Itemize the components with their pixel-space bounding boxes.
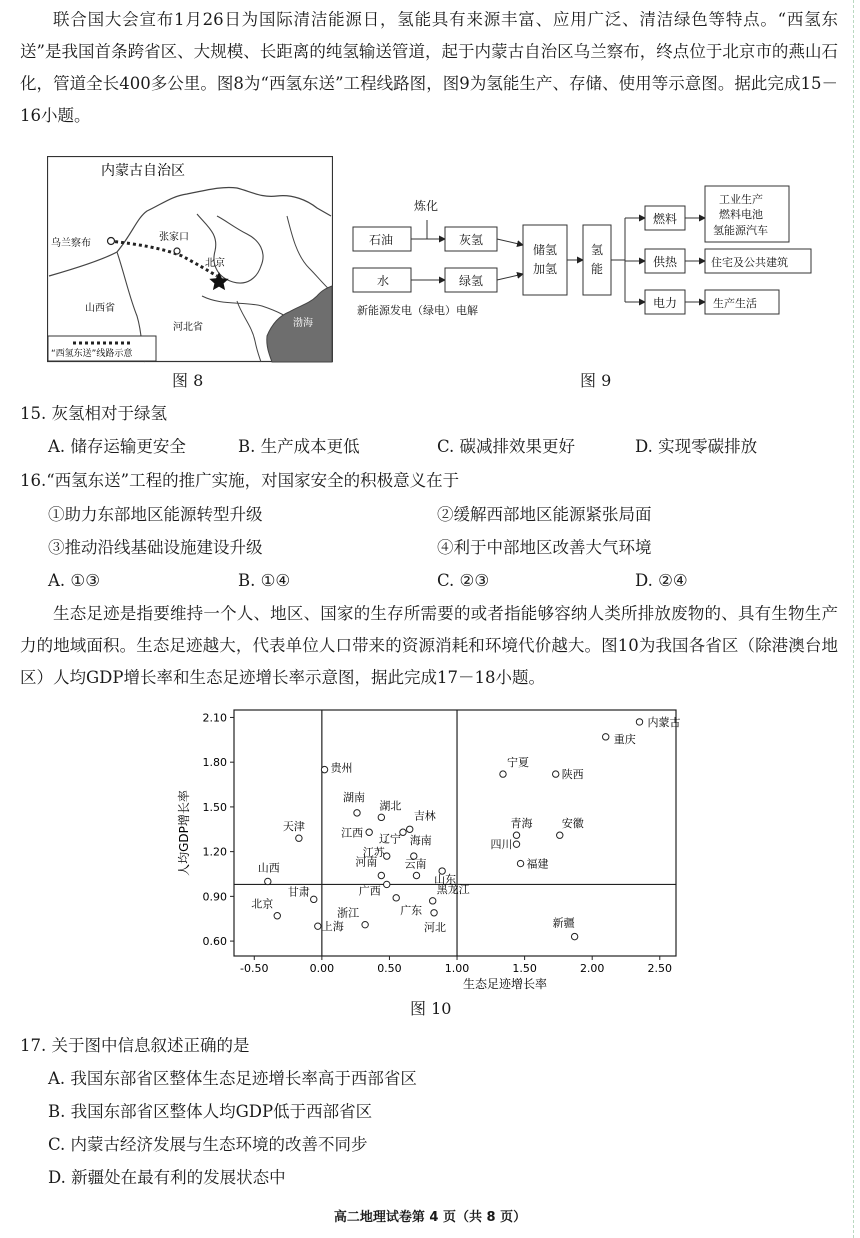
point-label: 内蒙古 [647,715,681,729]
zhangjiakou-marker [174,248,180,254]
y-axis-label: 人均GDP增长率 [177,790,191,876]
box-power: 电力 [653,296,678,310]
point-label: 湖南 [343,790,366,804]
x-tick-label: 2.50 [647,962,673,975]
data-point [500,771,506,777]
q15-option-a: A. 储存运输更安全 [48,437,186,456]
data-point [378,814,384,820]
data-point [571,933,577,939]
y-tick-label: 0.90 [202,890,227,904]
box-green-hydrogen: 绿氢 [459,274,484,288]
y-tick-label: 2.10 [202,711,227,725]
box-heat: 供热 [653,255,678,269]
point-label: 安徽 [561,817,584,831]
q15-option-b: B. 生产成本更低 [238,437,360,456]
box-fuel: 燃料 [653,212,678,226]
q16-statement-2: ②缓解西部地区能源紧张局面 [437,505,652,524]
point-label: 甘肃 [287,885,310,899]
x-tick-label: -0.50 [240,962,269,975]
point-label: 山东 [434,873,457,887]
data-point [315,923,321,929]
data-point [354,810,360,816]
ulanqab-marker [108,238,115,245]
x-tick-label: 2.00 [579,962,605,975]
point-label: 江苏 [362,846,385,860]
intro-paragraph-1: 联合国大会宣布1月26日为国际清洁能源日，氢能具有来源丰富、应用广泛、清洁绿色等特点。“西氢东送”是我国首条跨省区、大规模、长距离的纯氢输送管道，起于内蒙古自治区乌兰察布，终点位于北京市的燕山石化，管道全长400多公里。图8为“西氢东送”工程线路图，图9为氢能生产、存储、使用等示意图。据此完成15－16小题。 [20,10,838,125]
data-point [274,913,280,919]
point-label: 陕西 [561,768,584,782]
q16-option-d: D. ②④ [635,571,688,590]
data-point [407,826,413,832]
point-label: 重庆 [613,732,636,746]
data-point [265,878,271,884]
label-shanxi: 山西省 [85,303,115,314]
y-tick-label: 0.60 [202,935,227,949]
label-ulanqab: 乌兰察布 [51,238,91,249]
data-point [429,898,435,904]
data-point [431,910,437,916]
box-energy-line2: 能 [591,262,604,276]
intro-paragraph-2: 生态足迹是指要维持一个人、地区、国家的生存所需要的或者指能够容纳人类所排放废物的、具有生物生产力的地域面积。生态足迹越大，代表单位人口带来的资源消耗和环境代价越大。图10为我国各省区（除港澳台地区）人均GDP增长率和生态足迹增长率示意图，据此完成17－18小题。 [20,604,838,687]
label-green-note: 新能源发电（绿电）电解 [357,304,478,317]
data-point [362,921,368,927]
point-label: 上海 [321,920,344,934]
x-tick-label: 1.50 [512,962,537,975]
point-label: 新疆 [552,916,575,930]
data-point [378,872,384,878]
point-label: 北京 [251,897,274,911]
q16-statement-1: ①助力东部地区能源转型升级 [48,505,263,524]
point-label: 广西 [358,884,381,898]
data-point [413,872,419,878]
use-fuel-cell: 燃料电池 [719,208,763,221]
data-point [603,734,609,740]
use-industry: 工业生产 [719,193,763,206]
box-storage-line2: 加氢 [533,262,558,276]
figure-9-caption: 图 9 [580,371,612,390]
box-gray-hydrogen: 灰氢 [459,233,484,247]
q16-statement-3: ③推动沿线基础设施建设升级 [48,538,263,557]
point-label: 青海 [510,817,533,831]
figure-10-caption: 图 10 [410,999,452,1018]
q16-option-b: B. ①④ [238,571,291,590]
figure-9-diagram [347,180,817,325]
data-point [321,766,327,772]
point-label: 浙江 [337,906,360,920]
q17-option-b: B. 我国东部省区整体人均GDP低于西部省区 [48,1102,373,1121]
point-label: 贵州 [330,761,353,775]
data-point [393,895,399,901]
q15-option-d: D. 实现零碳排放 [635,437,758,456]
data-point [636,719,642,725]
data-point [553,771,559,777]
q16-stem: 16.“西氢东送”工程的推广实施，对国家安全的积极意义在于 [20,471,460,490]
point-label: 海南 [409,834,432,848]
use-daily-life: 生产生活 [713,297,757,310]
point-label: 江西 [341,826,364,840]
q15-option-c: C. 碳减排效果更好 [437,437,576,456]
point-label: 山西 [257,861,280,875]
x-axis-label: 生态足迹增长率 [463,977,548,991]
label-bohai: 渤海 [293,318,313,329]
y-tick-label: 1.50 [202,800,227,814]
box-oil: 石油 [369,233,394,247]
q15-stem: 15. 灰氢相对于绿氢 [20,404,167,423]
box-storage-line1: 储氢 [533,243,558,257]
figure-10-scatter-chart [176,706,686,996]
x-tick-label: 0.50 [377,962,402,975]
point-label: 吉林 [413,809,436,823]
data-point [296,835,302,841]
point-label: 河南 [355,855,378,869]
use-buildings: 住宅及公共建筑 [711,256,788,269]
legend-route: “西氢东送”线路示意 [51,349,133,359]
label-hebei: 河北省 [173,322,203,333]
y-tick-label: 1.20 [202,845,227,859]
q17-option-d: D. 新疆处在最有利的发展状态中 [48,1168,286,1187]
region-title-inner-mongolia: 内蒙古自治区 [101,163,185,179]
x-tick-label: 1.00 [444,962,470,975]
q16-option-c: C. ②③ [437,571,490,590]
point-label: 广东 [400,903,423,917]
q17-stem: 17. 关于图中信息叙述正确的是 [20,1036,250,1055]
page-footer: 高二地理试卷第 4 页（共 8 页） [333,1210,527,1225]
box-water: 水 [377,274,390,288]
point-label: 福建 [526,857,549,871]
point-label: 黑龙江 [436,882,470,896]
data-point [311,896,317,902]
box-energy-line1: 氢 [591,243,604,257]
q16-option-a: A. ①③ [48,571,100,590]
q17-option-a: A. 我国东部省区整体生态足迹增长率高于西部省区 [48,1069,417,1088]
q16-statement-4: ④利于中部地区改善大气环境 [437,538,652,557]
q17-option-c: C. 内蒙古经济发展与生态环境的改善不同步 [48,1135,368,1154]
figure-8-map [47,156,333,364]
x-tick-label: 0.00 [309,962,335,975]
page-edge-rule [853,0,854,1238]
point-label: 辽宁 [378,832,401,846]
label-beijing: 北京 [205,258,225,269]
point-label: 云南 [404,857,427,871]
figure-8-caption: 图 8 [172,371,204,390]
data-point [513,832,519,838]
data-point [557,832,563,838]
label-zhangjiakou: 张家口 [159,232,189,243]
label-refine: 炼化 [414,199,439,213]
point-label: 河北 [424,920,447,934]
data-point [384,881,390,887]
y-tick-label: 1.80 [202,756,227,770]
point-label: 天津 [282,820,305,834]
use-hydrogen-car: 氢能源汽车 [713,224,768,237]
point-label: 宁夏 [506,756,529,770]
data-point [513,841,519,847]
point-label: 湖北 [379,799,402,813]
data-point [517,860,523,866]
data-point [366,829,372,835]
point-label: 四川 [490,838,513,852]
